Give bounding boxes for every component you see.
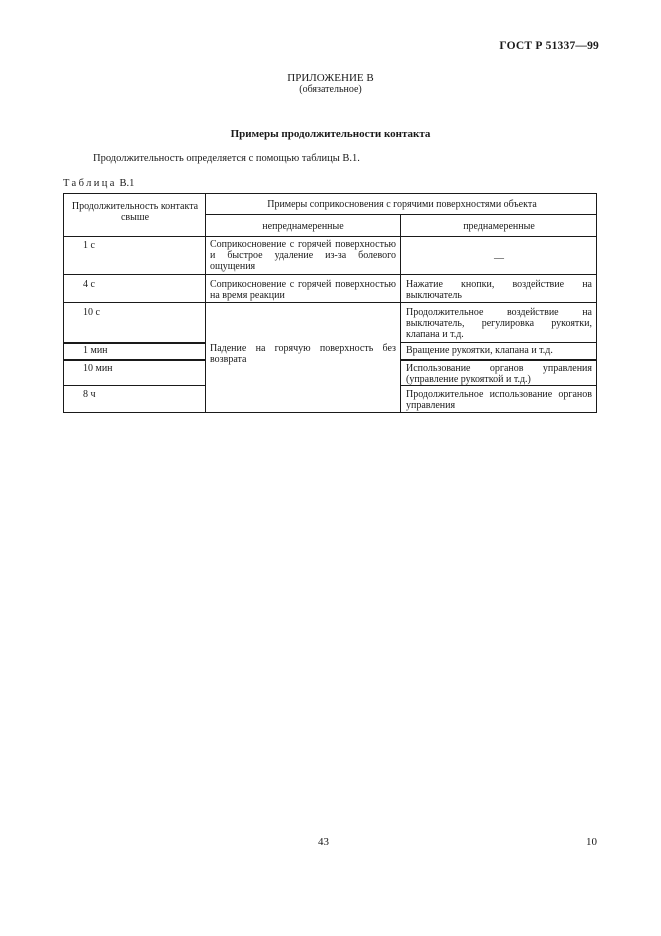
- intro-text: Продолжительность определяется с помощью таблицы В.1.: [93, 153, 360, 164]
- table-rule-col1: [205, 193, 206, 413]
- row-1-intended: —: [494, 253, 504, 264]
- row-2-duration: 4 с: [83, 279, 95, 290]
- table-border-top: [63, 193, 597, 194]
- table-rule-row3-left: [63, 342, 205, 344]
- section-title: Примеры продолжительности контакта: [230, 128, 431, 140]
- appendix-subtitle: (обязательное): [299, 84, 362, 95]
- row-5-intended: Использование органов управления (управление рукояткой и т.д.): [406, 363, 592, 385]
- table-caption: [63, 178, 134, 189]
- row-3-duration: 10 с: [83, 307, 100, 318]
- row-4-intended: Вращение рукоятки, клапана и т.д.: [406, 345, 553, 356]
- merged-unintended-cell: Падение на горячую поверхность без возврата: [210, 343, 396, 365]
- sheet-number: 10: [586, 836, 597, 848]
- row-2-intended: Нажатие кнопки, воздействие на выключатель: [406, 279, 592, 301]
- row-6-intended: Продолжительное использование органов управления: [406, 389, 592, 411]
- contact-duration-table: [63, 193, 597, 413]
- row-6-duration: 8 ч: [83, 389, 96, 400]
- row-1-unintended: Соприкосновение с горячей поверхностью и быстрое удаление из-за болевого ощущения: [210, 239, 396, 272]
- document-code: ГОСТ Р 51337—99: [499, 40, 599, 52]
- header-contact-examples: Примеры соприкосновения с горячими поверхностями объекта: [267, 199, 537, 210]
- table-rule-row3-right: [400, 342, 597, 343]
- table-rule-header-bottom: [63, 236, 597, 237]
- header-duration: Продолжительность контакта свыше: [71, 201, 199, 223]
- header-unintended: непреднамеренные: [262, 221, 344, 232]
- row-3-intended: Продолжительное воздействие на выключатель, регулировка рукоятки, клапана и т.д.: [406, 307, 592, 340]
- table-rule-row5-right: [400, 385, 597, 386]
- table-rule-group-header: [205, 214, 597, 215]
- row-4-duration: 1 мин: [83, 345, 108, 356]
- table-border-bottom: [63, 412, 597, 413]
- header-intended: преднамеренные: [463, 221, 535, 232]
- table-caption-word: Таблица: [63, 178, 117, 189]
- table-rule-row4-right: [400, 359, 597, 361]
- page-number: 43: [318, 836, 329, 848]
- row-2-unintended: Соприкосновение с горячей поверхностью на время реакции: [210, 279, 396, 301]
- table-rule-row4-left: [63, 359, 205, 361]
- table-rule-row2: [63, 302, 597, 303]
- table-border-left: [63, 193, 64, 413]
- table-caption-number: В.1: [119, 178, 135, 189]
- row-1-duration: 1 с: [83, 240, 95, 251]
- row-5-duration: 10 мин: [83, 363, 113, 374]
- table-border-right: [596, 193, 597, 413]
- table-rule-col2: [400, 214, 401, 413]
- table-rule-row5-left: [63, 385, 205, 386]
- table-rule-row1: [63, 274, 597, 275]
- appendix-title: ПРИЛОЖЕНИЕ В: [287, 72, 374, 84]
